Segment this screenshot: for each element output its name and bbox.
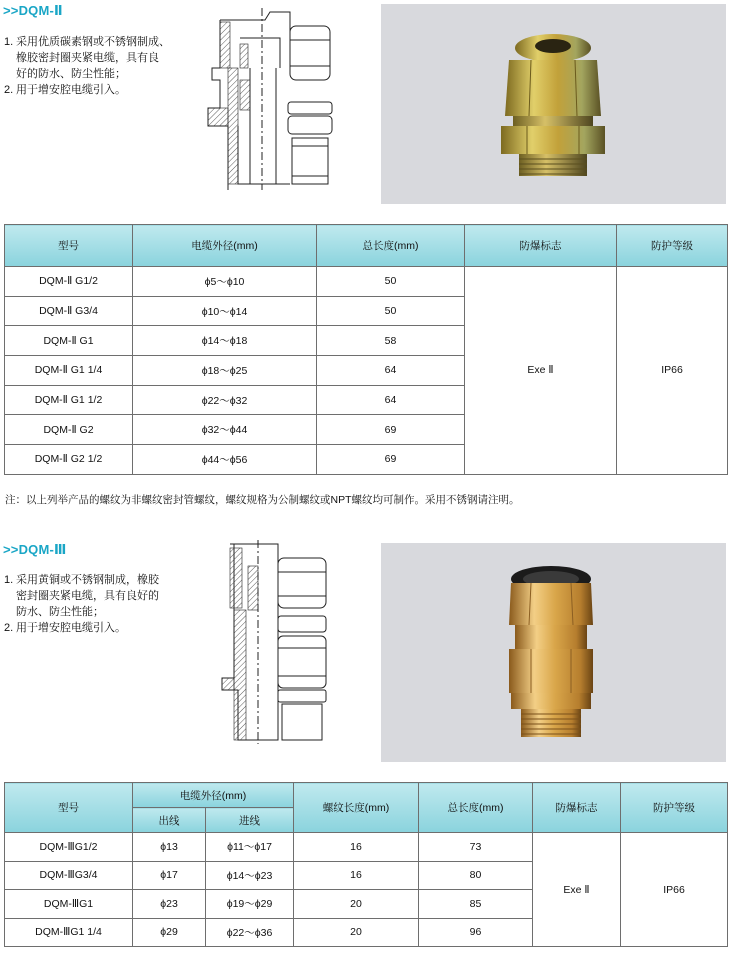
section2-product-photo [381,543,726,762]
header-inlet: 进线 [206,808,294,833]
cell-model: DQM-Ⅱ G3/4 [5,296,133,326]
cell-length: 50 [317,267,465,297]
cell-diameter: ϕ14～ϕ18 [133,326,317,356]
cell-length: 85 [419,890,533,919]
cell-inlet: ϕ11～ϕ17 [206,833,294,862]
section1-technical-drawing [190,8,350,190]
cell-model: DQM-ⅢG3/4 [5,861,133,890]
cell-diameter: ϕ44～ϕ56 [133,445,317,475]
cell-model: DQM-ⅢG1 1/4 [5,918,133,947]
section1-product-photo [381,4,726,204]
feature-line: 防水、防尘性能； [16,606,104,618]
feature-line: 用于增安腔电缆引入。 [16,622,126,634]
header-protection-level: 防护等级 [617,225,728,267]
header-total-length: 总长度(mm) [317,225,465,267]
feature-line: 好的防水、防尘性能； [16,68,126,80]
cell-thread-length: 20 [294,918,419,947]
header-cable-diameter: 电缆外径(mm) [133,225,317,267]
cell-thread-length: 20 [294,890,419,919]
feature-line: 密封圈夹紧电缆，具有良好的 [16,590,159,602]
table-header-row [5,783,728,808]
feature-line: 采用优质碳素钢或不锈钢制成、 [16,36,170,48]
footnote: 注：以上列举产品的螺纹为非螺纹密封管螺纹，螺纹规格为公制螺纹或NPT螺纹均可制作。采用不锈钢请注明。 [5,494,520,506]
cell-diameter: ϕ18～ϕ25 [133,356,317,386]
feature-number: 2. [4,84,14,96]
cell-model: DQM-Ⅱ G1 1/2 [5,385,133,415]
feature-text [16,620,126,636]
cell-length: 69 [317,445,465,475]
cell-thread-length: 16 [294,833,419,862]
cell-outlet: ϕ23 [133,890,206,919]
cell-length: 69 [317,415,465,445]
feature-item [4,82,170,98]
header-model: 型号 [5,783,133,833]
header-cable-diameter: 电缆外径(mm) [133,783,294,808]
section1-spec-table [4,224,728,475]
cell-length: 96 [419,918,533,947]
section2-technical-drawing [208,540,356,744]
section1-title: >>DQM-Ⅱ [3,3,63,18]
cell-outlet: ϕ13 [133,833,206,862]
cell-model: DQM-Ⅱ G1 [5,326,133,356]
feature-number: 1. [4,574,14,586]
cell-length: 58 [317,326,465,356]
feature-item [4,572,159,620]
cell-diameter: ϕ32～ϕ44 [133,415,317,445]
cell-diameter: ϕ10～ϕ14 [133,296,317,326]
feature-text [16,34,170,82]
cell-model: DQM-Ⅱ G2 1/2 [5,445,133,475]
cell-length: 64 [317,356,465,386]
cell-length: 64 [317,385,465,415]
header-outlet: 出线 [133,808,206,833]
section2-features [4,572,159,636]
cell-length: 73 [419,833,533,862]
cell-model: DQM-Ⅱ G1 1/4 [5,356,133,386]
cell-thread-length: 16 [294,861,419,890]
feature-item [4,34,170,82]
table-row [5,833,728,862]
header-thread-length: 螺纹长度(mm) [294,783,419,833]
feature-text [16,572,159,620]
header-total-length: 总长度(mm) [419,783,533,833]
cell-model: DQM-Ⅱ G2 [5,415,133,445]
cell-length: 50 [317,296,465,326]
feature-number: 1. [4,36,14,48]
table-header-row [5,225,728,267]
feature-text [16,82,126,98]
section2-spec-table [4,782,728,947]
feature-number: 2. [4,622,14,634]
cell-diameter: ϕ5～ϕ10 [133,267,317,297]
cell-explosion-mark: Exe Ⅱ [465,267,617,475]
header-protection-level: 防护等级 [621,783,728,833]
header-explosion-mark: 防爆标志 [533,783,621,833]
header-model: 型号 [5,225,133,267]
feature-item [4,620,159,636]
feature-line: 橡胶密封圈夹紧电缆，具有良 [16,52,159,64]
cell-inlet: ϕ22～ϕ36 [206,918,294,947]
cell-protection-level: IP66 [617,267,728,475]
cell-model: DQM-ⅢG1/2 [5,833,133,862]
cell-inlet: ϕ14～ϕ23 [206,861,294,890]
feature-line: 采用黄铜或不锈钢制成，橡胶 [16,574,159,586]
cell-length: 80 [419,861,533,890]
cell-model: DQM-Ⅱ G1/2 [5,267,133,297]
cell-diameter: ϕ22～ϕ32 [133,385,317,415]
cell-outlet: ϕ29 [133,918,206,947]
section1-features [4,34,170,98]
cell-inlet: ϕ19～ϕ29 [206,890,294,919]
cell-model: DQM-ⅢG1 [5,890,133,919]
cell-outlet: ϕ17 [133,861,206,890]
cell-protection-level: IP66 [621,833,728,947]
header-explosion-mark: 防爆标志 [465,225,617,267]
feature-line: 用于增安腔电缆引入。 [16,84,126,96]
section2-title: >>DQM-Ⅲ [3,542,67,557]
cell-explosion-mark: Exe Ⅱ [533,833,621,947]
table-row [5,267,728,297]
